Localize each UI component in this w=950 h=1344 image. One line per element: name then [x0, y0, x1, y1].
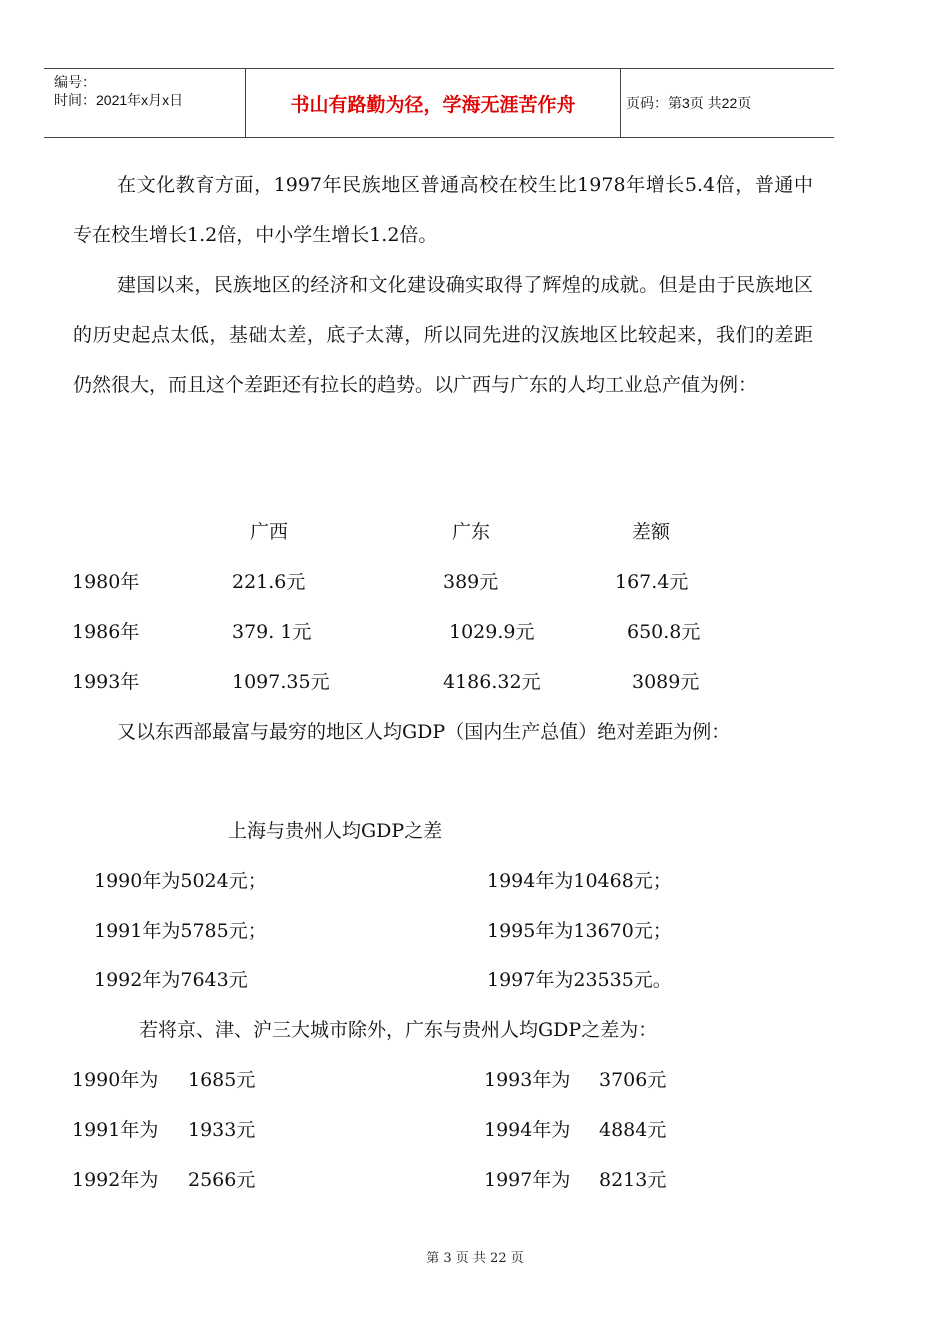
table-cell: 1097.35元 [232, 671, 330, 693]
table-cell: 221.6元 [232, 571, 306, 593]
page-footer: 第 3 页 共 22 页 [426, 1251, 524, 1266]
header-motto: 书山有路勤为径，学海无涯苦作舟 [290, 93, 576, 116]
list-item: 1997年为23535元。 [487, 969, 672, 991]
list-item: 1991年为5785元； [94, 920, 267, 942]
list-value: 1933元 [188, 1119, 256, 1141]
header-divider [620, 69, 621, 137]
header-meta [54, 73, 183, 109]
paragraph-guangdong-guizhou: 若将京、津、沪三大城市除外，广东与贵州人均GDP之差为： [139, 1019, 658, 1041]
header-page-info: 页码：第3页 共22页 [626, 95, 752, 111]
list-value: 4884元 [599, 1119, 667, 1141]
list-value: 1685元 [188, 1069, 256, 1091]
paragraph-education: 在文化教育方面，1997年民族地区普通高校在校生比1978年增长5.4倍，普通中专在校生增长1.2倍，中小学生增长1.2倍。 [73, 174, 813, 246]
list-item: 1995年为13670元； [487, 920, 672, 942]
list-label: 1990年为 [72, 1069, 159, 1091]
list-label: 1997年为 [484, 1169, 571, 1191]
table-cell: 4186.32元 [443, 671, 541, 693]
list-label: 1993年为 [484, 1069, 571, 1091]
list-label: 1992年为 [72, 1169, 159, 1191]
table-cell: 650.8元 [627, 621, 701, 643]
table-cell: 389元 [443, 571, 499, 593]
list-item: 1990年为5024元； [94, 870, 267, 892]
table-row-year: 1986年 [72, 621, 140, 643]
table-cell: 167.4元 [615, 571, 689, 593]
table-cell: 379. 1元 [232, 621, 312, 643]
list-label: 1994年为 [484, 1119, 571, 1141]
list-item: 1994年为10468元； [487, 870, 672, 892]
table-row-year: 1993年 [72, 671, 140, 693]
page-header [44, 68, 834, 138]
list-value: 8213元 [599, 1169, 667, 1191]
list-title: 上海与贵州人均GDP之差 [228, 820, 443, 842]
table-header-guangdong: 广东 [452, 521, 491, 543]
list-label: 1991年为 [72, 1119, 159, 1141]
list-value: 2566元 [188, 1169, 256, 1191]
table-header-guangxi: 广西 [250, 521, 289, 543]
paragraph-gap: 建国以来，民族地区的经济和文化建设确实取得了辉煌的成就。但是由于民族地区的历史起点太低，基础太差，底子太薄，所以同先进的汉族地区比较起来，我们的差距仍然很大，而且这个差距还有拉长的趋势。以广西与广东的人均工业总产值为例： [73, 274, 813, 396]
number-label: 编号： [54, 74, 96, 90]
paragraph-gdp-example: 又以东西部最富与最穷的地区人均GDP（国内生产总值）绝对差距为例： [117, 721, 731, 743]
table-row-year: 1980年 [72, 571, 140, 593]
table-cell: 3089元 [632, 671, 700, 693]
list-value: 3706元 [599, 1069, 667, 1091]
table-cell: 1029.9元 [449, 621, 535, 643]
table-header-diff: 差额 [632, 521, 671, 543]
time-label: 时间：2021年x月x日 [54, 92, 184, 108]
list-item: 1992年为7643元 [94, 969, 248, 991]
